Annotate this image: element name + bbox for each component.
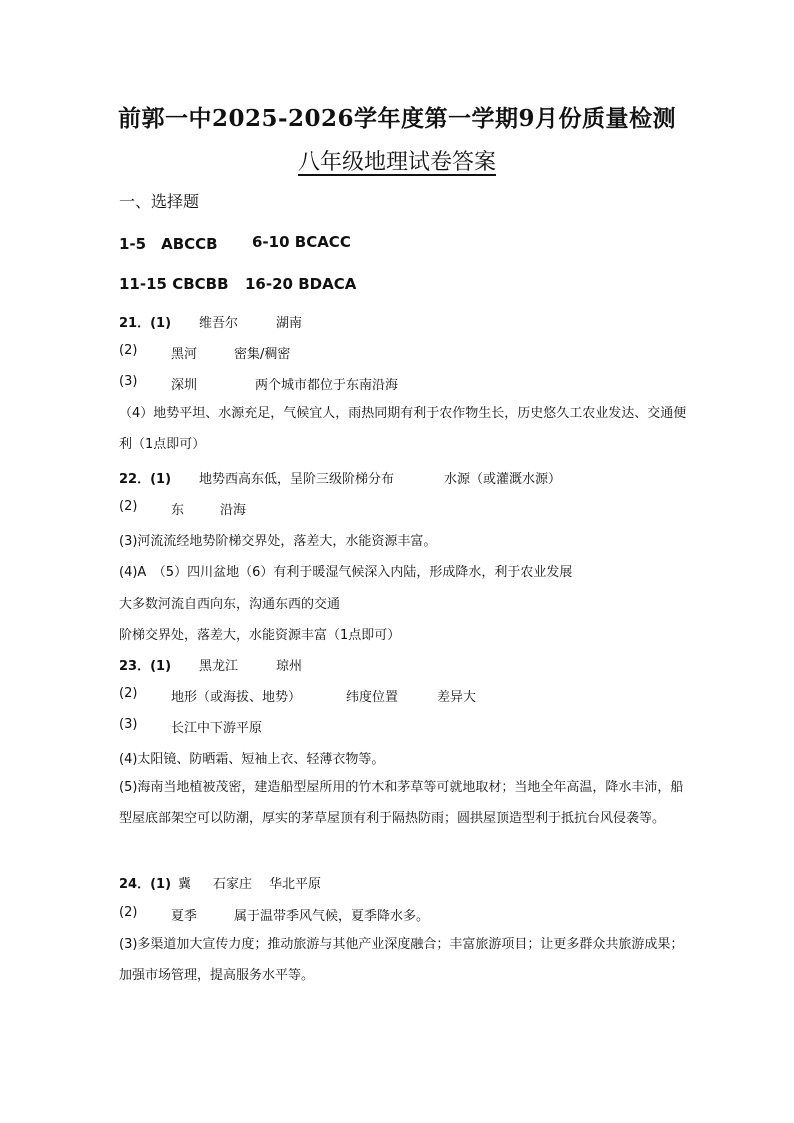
answer-text: 湖南 [276,316,303,331]
q22-part4-line3: 阶梯交界处，落差大，水能资源丰富（1点即可） [119,628,401,643]
mc-answer-group: 11-15 CBCBB [119,275,229,293]
answer-text: 维吾尔 [199,316,239,331]
answer-text: 华北平原 [269,877,322,892]
part-label: (2) [119,343,138,358]
answer-text: 沿海 [220,503,247,518]
answer-text: 地形（或海拔、地势） [171,690,302,705]
section-heading-choice: 一、选择题 [119,192,200,211]
document-subtitle-wrap [0,145,794,176]
mc-answer-group: 6-10 BCACC [252,233,351,251]
answer-text: 纬度位置 [346,690,399,705]
q23-number: 23．(1) [119,659,172,674]
answer-text: 地势西高东低，呈阶三级阶梯分布 [199,472,395,487]
part-label: (2) [119,499,138,514]
q22-part4-line2: 大多数河流自西向东，沟通东西的交通 [119,597,341,612]
q24-number: 24．(1) [119,877,172,892]
document-subtitle: 八年级地理试卷答案 [297,150,496,175]
document-title: 前郭一中2025-2026学年度第一学期9月份质量检测 [117,105,677,132]
answer-text: 黑河 [171,347,198,362]
answer-text: 长江中下游平原 [171,721,263,736]
part-label: (2) [119,905,138,920]
answer-text: 东 [171,503,185,518]
q23-part5: (5)海南当地植被茂密，建造船型屋所用的竹木和茅草等可就地取材；当地全年高温，降水丰沛，船型屋底部架空可以防潮，厚实的茅草屋顶有利于隔热防雨；圆拱屋顶造型利于抵抗台风侵袭等。 [119,780,684,826]
mc-answer-group: 1-5 ABCCB [119,235,218,253]
part-label: (2) [119,686,138,701]
answer-text: 黑龙江 [199,659,239,674]
answer-text: 差异大 [437,690,477,705]
answer-text: 石家庄 [213,877,253,892]
q21-part4: （4）地势平坦、水源充足，气候宜人，雨热同期有利于农作物生长，历史悠久工农业发达、交通便利（1点即可） [119,406,687,452]
answer-text: 冀 [178,877,192,892]
q22-part4: (4)A （5）四川盆地（6）有利于暖湿气候深入内陆，形成降水，利于农业发展 [119,565,573,580]
answer-text: 两个城市都位于东南沿海 [255,378,399,393]
q22-part3: (3)河流流经地势阶梯交界处，落差大，水能资源丰富。 [119,534,437,549]
answer-text: 夏季 [171,909,198,924]
q22-number: 22．(1) [119,472,172,487]
answer-text: 琼州 [276,659,303,674]
part-label: (3) [119,374,138,389]
answer-text: 深圳 [171,378,198,393]
answer-text: 密集/稠密 [234,347,291,362]
q21-number: 21．(1) [119,316,172,331]
q23-part4: (4)太阳镜、防晒霜、短袖上衣、轻薄衣物等。 [119,752,385,767]
answer-text: 水源（或灌溉水源） [444,472,562,487]
q24-part3: (3)多渠道加大宣传力度；推动旅游与其他产业深度融合；丰富旅游项目；让更多群众共旅游成果；加强市场管理，提高服务水平等。 [119,937,684,983]
mc-answer-group: 16-20 BDACA [245,275,357,293]
answer-text: 属于温带季风气候，夏季降水多。 [234,909,430,924]
part-label: (3) [119,717,138,732]
